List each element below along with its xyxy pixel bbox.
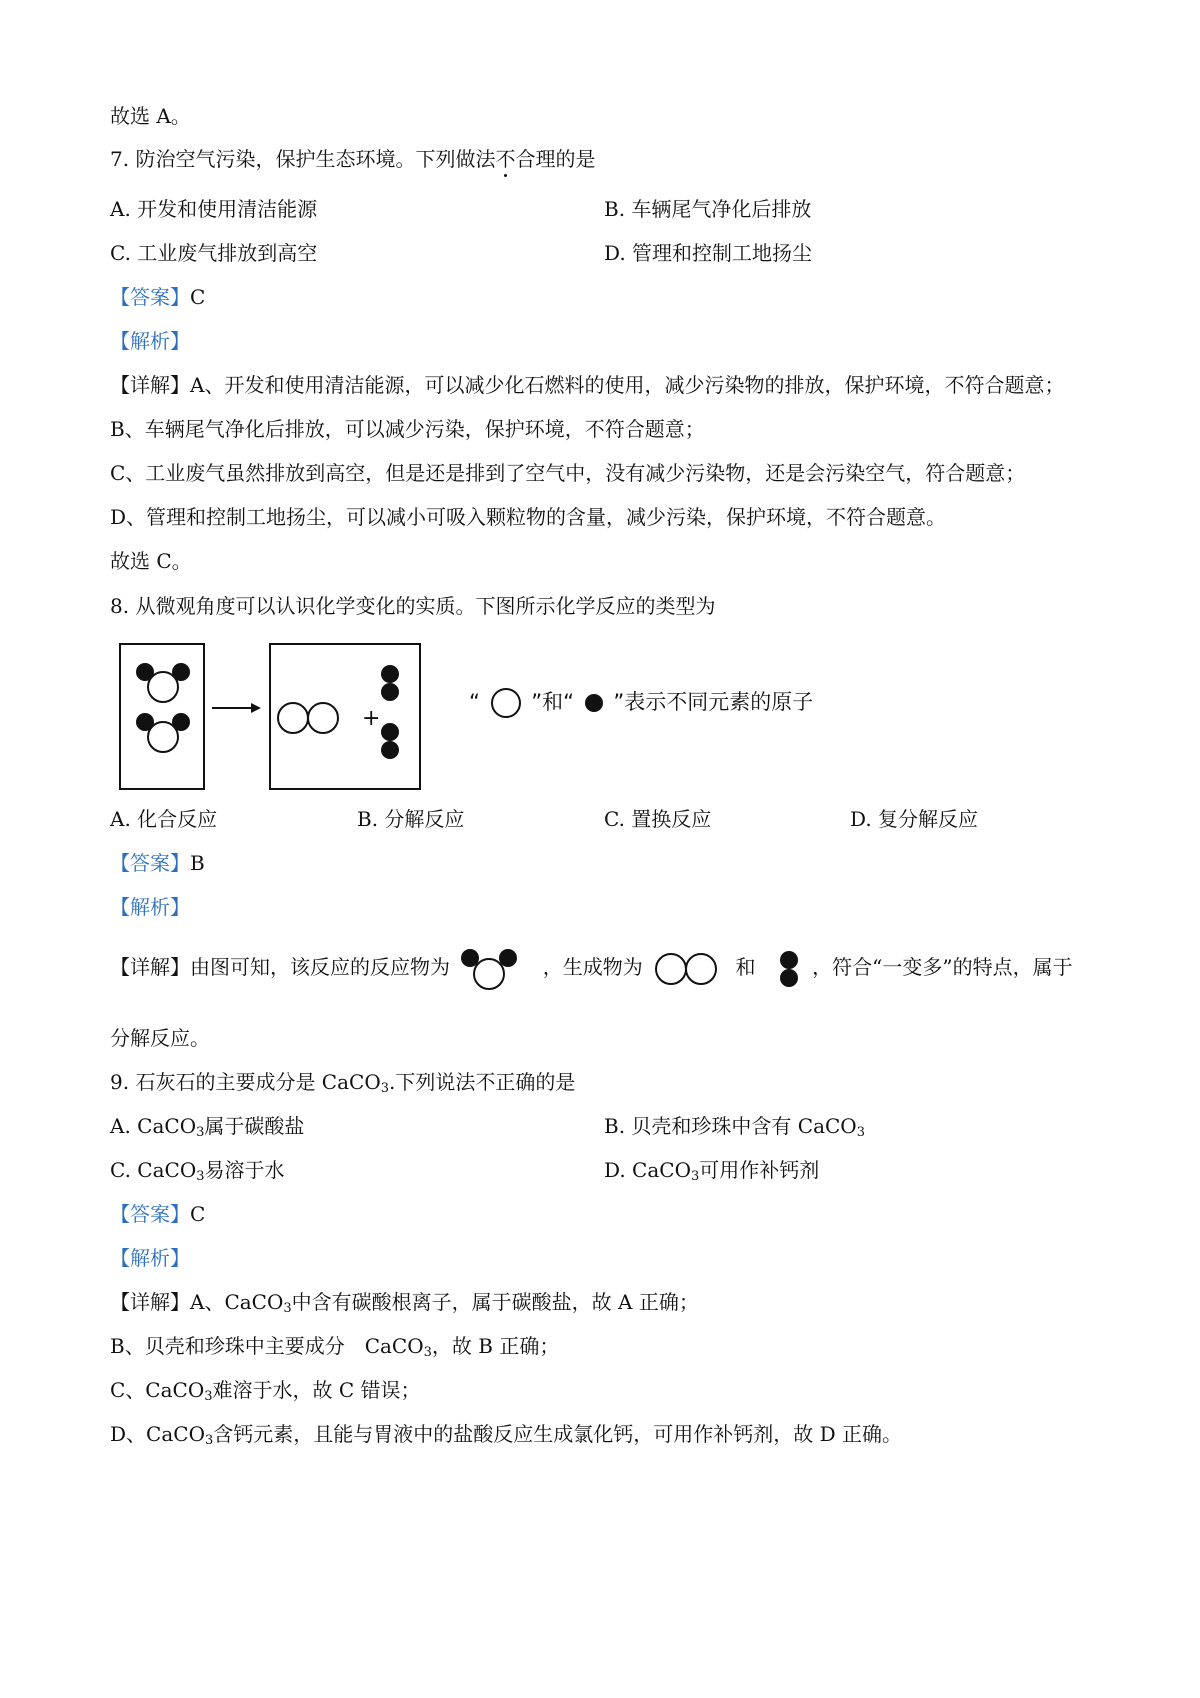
legend-quote-open: “ <box>469 690 480 714</box>
answer-tag: 【答案】 <box>110 285 190 309</box>
q7-answer <box>110 284 205 310</box>
q8-detail <box>110 942 1073 994</box>
q9-option-a <box>110 1113 304 1139</box>
subscript: 3 <box>380 1081 390 1096</box>
detail-text: D、CaCO <box>110 1422 205 1446</box>
detail-text-and: 和 <box>735 955 756 979</box>
reactant-box <box>120 644 204 789</box>
detail-text: B、贝壳和珍珠中主要成分 CaCO <box>110 1334 424 1358</box>
subscript: 3 <box>690 1169 700 1184</box>
detail-tag: 【详解】 <box>110 1290 190 1314</box>
q9-answer <box>110 1201 205 1227</box>
detail-tag: 【详解】 <box>110 955 190 979</box>
q8-stem: 8. 从微观角度可以认识化学变化的实质。下图所示化学反应的类型为 <box>110 594 716 618</box>
reactant-molecule-icon <box>456 944 522 994</box>
q7-option-a: A. 开发和使用清洁能源 <box>110 197 318 221</box>
option-text-end: 可用作补钙剂 <box>699 1158 820 1182</box>
detail-text: A、开发和使用清洁能源，可以减少化石燃料的使用，减少污染物的排放，保护环境，不符合题意； <box>190 373 1065 397</box>
q8-option-c: C. 置换反应 <box>604 807 712 831</box>
option-text: B. 贝壳和珍珠中含有 CaCO <box>604 1114 857 1138</box>
q7-conclusion: 故选 C。 <box>110 549 192 573</box>
option-text-end: 属于碳酸盐 <box>204 1114 305 1138</box>
q7-option-b: B. 车辆尾气净化后排放 <box>604 197 812 221</box>
q7-detail-3: C、工业废气虽然排放到高空，但是还是排到了空气中，没有减少污染物，还是会污染空气，符合题意； <box>110 461 1026 485</box>
q7-stem-text-end: 合理的是 <box>515 147 596 171</box>
plus-sign: + <box>362 706 381 731</box>
q9-option-d <box>604 1157 819 1183</box>
option-text: A. CaCO <box>110 1114 197 1138</box>
filled-atom-icon <box>581 690 607 716</box>
black-molecule-icon <box>772 944 806 994</box>
q8-analysis-tag: 【解析】 <box>110 895 190 919</box>
conclusion-text: 故选 A。 <box>110 104 191 128</box>
subscript: 3 <box>196 1125 205 1140</box>
subscript: 3 <box>204 1389 213 1404</box>
answer-tag: 【答案】 <box>110 851 190 875</box>
q7-detail-2: B、车辆尾气净化后排放，可以减少污染，保护环境，不符合题意； <box>110 417 705 441</box>
q7-stem-text: 7. 防治空气污染，保护生态环境。下列做法 <box>110 147 496 171</box>
q7-stem <box>110 146 595 172</box>
detail-tag: 【详解】 <box>110 373 190 397</box>
answer-tag: 【答案】 <box>110 1202 190 1226</box>
subscript: 3 <box>196 1169 205 1184</box>
q9-detail-2 <box>110 1333 559 1359</box>
detail-text: C、CaCO <box>110 1378 205 1402</box>
reaction-diagram <box>110 632 530 802</box>
subscript: 3 <box>423 1345 432 1360</box>
reactant-molecule-1 <box>136 663 190 702</box>
q9-stem-text: 9. 石灰石的主要成分是 CaCO <box>110 1070 381 1094</box>
detail-text: A、CaCO <box>190 1290 284 1314</box>
q9-detail-1 <box>110 1289 699 1315</box>
subscript: 3 <box>856 1125 865 1140</box>
q9-stem <box>110 1069 575 1095</box>
reactant-molecule-2 <box>136 713 190 752</box>
q9-detail-3 <box>110 1377 421 1403</box>
detail-text-end: ，故 B 正确； <box>431 1334 560 1358</box>
q8-detail-cont: 分解反应。 <box>110 1026 210 1050</box>
q8-option-b: B. 分解反应 <box>357 807 465 831</box>
option-text: C. CaCO <box>110 1158 197 1182</box>
detail-text-end: ，符合“一变多”的特点，属于 <box>812 955 1073 979</box>
q9-analysis-tag: 【解析】 <box>110 1246 190 1270</box>
q9-option-b <box>604 1113 865 1139</box>
option-text-end: 易溶于水 <box>204 1158 285 1182</box>
detail-text-end: 难溶于水，故 C 错误； <box>212 1378 421 1402</box>
conclusion-line <box>110 103 191 129</box>
white-molecule-icon <box>649 949 725 989</box>
arrow-icon <box>212 703 261 713</box>
answer-value: B <box>190 851 205 875</box>
product-white-molecule <box>278 703 338 733</box>
q7-detail-4: D、管理和控制工地扬尘，可以减小可吸入颗粒物的含量，减少污染，保护环境，不符合题意。 <box>110 505 947 529</box>
answer-value: C <box>190 1202 206 1226</box>
detail-text-end: 含钙元素，且能与胃液中的盐酸反应生成氯化钙，可用作补钙剂，故 D 正确。 <box>213 1422 902 1446</box>
q8-answer <box>110 850 205 876</box>
q9-option-c <box>110 1157 285 1183</box>
detail-text-end: 中含有碳酸根离子，属于碳酸盐，故 A 正确； <box>291 1290 699 1314</box>
option-text: D. CaCO <box>604 1158 691 1182</box>
subscript: 3 <box>204 1433 214 1448</box>
answer-value: C <box>190 285 206 309</box>
detail-text-products: ，生成物为 <box>542 955 643 979</box>
q8-option-a: A. 化合反应 <box>110 807 218 831</box>
product-black-molecule-1 <box>381 665 399 701</box>
q8-option-d: D. 复分解反应 <box>850 807 979 831</box>
detail-text: 由图可知，该反应的反应物为 <box>190 955 450 979</box>
legend-end-text: ”表示不同元素的原子 <box>613 690 814 714</box>
q7-analysis-tag: 【解析】 <box>110 329 190 353</box>
q7-detail-1 <box>110 372 1064 398</box>
q7-option-c: C. 工业废气排放到高空 <box>110 241 318 265</box>
q7-option-d: D. 管理和控制工地扬尘 <box>604 241 813 265</box>
q7-emphasis-char: 不 <box>495 147 516 171</box>
q9-detail-4 <box>110 1421 902 1447</box>
subscript: 3 <box>283 1301 292 1316</box>
open-atom-icon <box>487 686 525 720</box>
legend-middle-text: ”和“ <box>531 690 575 714</box>
product-black-molecule-2 <box>381 723 399 759</box>
q9-stem-text-end: .下列说法不正确的是 <box>389 1070 576 1094</box>
diagram-legend <box>469 686 813 720</box>
